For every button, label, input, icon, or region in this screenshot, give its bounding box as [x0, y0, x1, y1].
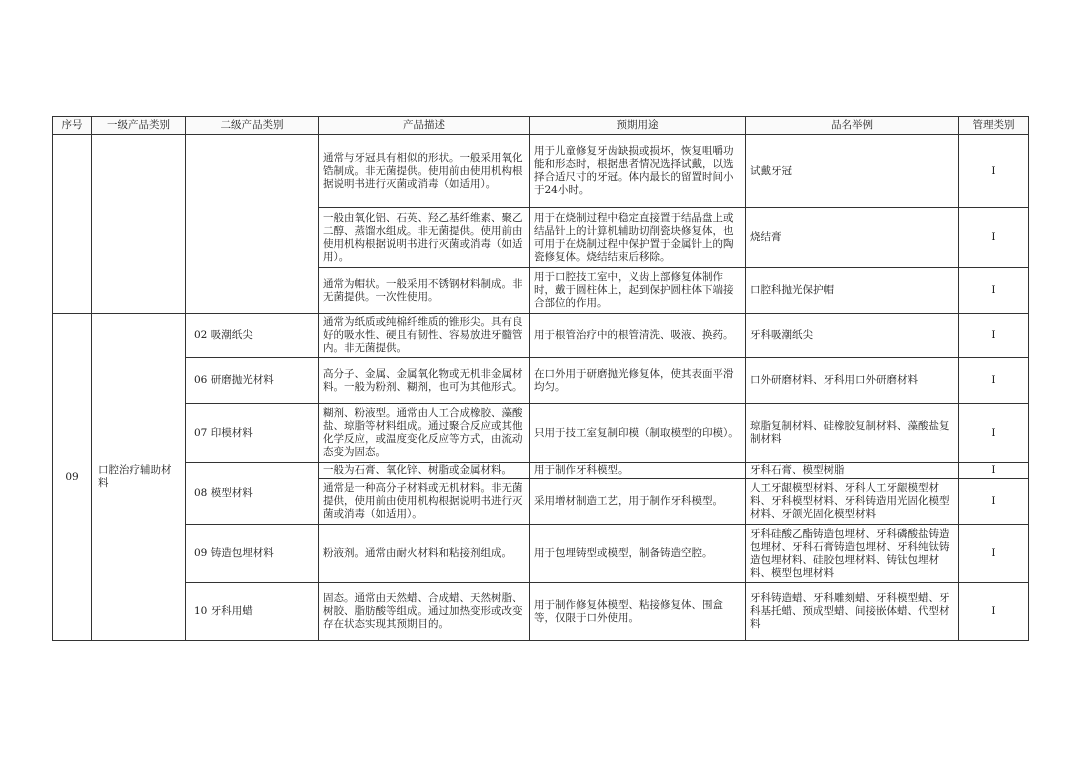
description-cell: 一般由氧化铝、石英、羟乙基纤维素、聚乙二醇、蒸馏水组成。非无菌提供。使用前由使用机构根据说明书进行灭菌或消毒（如适用）。: [319, 208, 530, 268]
table-row: [53, 463, 1029, 479]
examples-cell: 人工牙龈模型材料、牙科人工牙龈模型材料、牙科模型材料、牙科铸造用光固化模型材料、牙颌光固化模型材料: [746, 479, 959, 525]
examples-cell: 试戴牙冠: [746, 135, 959, 208]
examples-cell: 牙科硅酸乙酯铸造包埋材、牙科磷酸盐铸造包埋材、牙科石膏铸造包埋材、牙科纯钛铸造包埋材料、硅胶包埋材料、铸钛包埋材料、模型包埋材料: [746, 525, 959, 583]
table-row: [53, 358, 1029, 404]
header-intended-use: 预期用途: [530, 117, 746, 135]
table-row: [53, 583, 1029, 641]
description-cell: 通常与牙冠具有相似的形状。一般采用氧化锆制成。非无菌提供。使用前由使用机构根据说明书进行灭菌或消毒（如适用）。: [319, 135, 530, 208]
description-cell: 通常为纸质或纯棉纤维质的锥形尖。具有良好的吸水性、硬且有韧性、容易放进牙髓管内。非无菌提供。: [319, 314, 530, 358]
level2-category-cell: 02 吸潮纸尖: [186, 314, 319, 358]
class-cell: I: [959, 583, 1029, 641]
header-product-examples: 品名举例: [746, 117, 959, 135]
class-cell: I: [959, 314, 1029, 358]
examples-cell: 牙科铸造蜡、牙科雕刻蜡、牙科模型蜡、牙科基托蜡、预成型蜡、间接嵌体蜡、代型材料: [746, 583, 959, 641]
intended-use-cell: 用于在烧制过程中稳定直接置于结晶盘上或结晶针上的计算机辅助切削瓷块修复体，也可用于在烧制过程中保护置于金属针上的陶瓷修复体。烧结结束后移除。: [530, 208, 746, 268]
description-cell: 粉液剂。通常由耐火材料和粘接剂组成。: [319, 525, 530, 583]
level2-category-cell: 09 铸造包埋材料: [186, 525, 319, 583]
examples-cell: 口外研磨材料、牙科用口外研磨材料: [746, 358, 959, 404]
level1-category-cell: 口腔治疗辅助材料: [92, 314, 186, 641]
intended-use-cell: 用于儿童修复牙齿缺损或损坏，恢复咀嚼功能和形态时，根据患者情况选择试戴，以选择合适尺寸的牙冠。体内最长的留置时间小于24小时。: [530, 135, 746, 208]
intended-use-cell: 用于根管治疗中的根管清洗、吸液、换药。: [530, 314, 746, 358]
level2-category-cell: 06 研磨抛光材料: [186, 358, 319, 404]
description-cell: 通常是一种高分子材料或无机材料。非无菌提供，使用前由使用机构根据说明书进行灭菌或消毒（如适用）。: [319, 479, 530, 525]
header-product-description: 产品描述: [319, 117, 530, 135]
table-row: [53, 404, 1029, 463]
table-row: [53, 314, 1029, 358]
description-cell: 糊剂、粉液型。通常由人工合成橡胶、藻酸盐、琼脂等材料组成。通过聚合反应或其他化学反应，或温度变化反应等方式，由流动态变为固态。: [319, 404, 530, 463]
class-cell: I: [959, 268, 1029, 314]
examples-cell: 烧结膏: [746, 208, 959, 268]
examples-cell: 牙科石膏、模型树脂: [746, 463, 959, 479]
level1-cell-empty: [92, 135, 186, 314]
level2-category-cell: 07 印模材料: [186, 404, 319, 463]
class-cell: I: [959, 208, 1029, 268]
class-cell: I: [959, 358, 1029, 404]
header-seq: 序号: [53, 117, 92, 135]
intended-use-cell: 采用增材制造工艺，用于制作牙科模型。: [530, 479, 746, 525]
intended-use-cell: 用于制作修复体模型、粘接修复体、围盒等，仅限于口外使用。: [530, 583, 746, 641]
seq-cell-empty: [53, 135, 92, 314]
description-cell: 通常为帽状。一般采用不锈钢材料制成。非无菌提供。一次性使用。: [319, 268, 530, 314]
class-cell: I: [959, 479, 1029, 525]
seq-cell: 09: [53, 314, 92, 641]
intended-use-cell: 只用于技工室复制印模（制取模型的印模）。: [530, 404, 746, 463]
classification-table-container: [52, 116, 1028, 641]
header-management-class: 管理类别: [959, 117, 1029, 135]
description-cell: 一般为石膏、氧化锌、树脂或金属材料。: [319, 463, 530, 479]
header-level2-category: 二级产品类别: [186, 117, 319, 135]
intended-use-cell: 用于包埋铸型或模型，制备铸造空腔。: [530, 525, 746, 583]
table-row: [53, 525, 1029, 583]
intended-use-cell: 用于口腔技工室中，义齿上部修复体制作时，戴于圆柱体上，起到保护圆柱体下端接合部位的作用。: [530, 268, 746, 314]
header-level1-category: 一级产品类别: [92, 117, 186, 135]
class-cell: I: [959, 463, 1029, 479]
intended-use-cell: 在口外用于研磨抛光修复体，使其表面平滑均匀。: [530, 358, 746, 404]
intended-use-cell: 用于制作牙科模型。: [530, 463, 746, 479]
examples-cell: 琼脂复制材料、硅橡胶复制材料、藻酸盐复制材料: [746, 404, 959, 463]
classification-table: [52, 116, 1029, 641]
table-header-row: [53, 117, 1029, 135]
class-cell: I: [959, 404, 1029, 463]
examples-cell: 牙科吸潮纸尖: [746, 314, 959, 358]
examples-cell: 口腔科抛光保护帽: [746, 268, 959, 314]
table-row: [53, 135, 1029, 208]
level2-category-cell: 08 模型材料: [186, 463, 319, 525]
description-cell: 固态。通常由天然蜡、合成蜡、天然树脂、树胶、脂肪酸等组成。通过加热变形或改变存在状态实现其预期目的。: [319, 583, 530, 641]
class-cell: I: [959, 135, 1029, 208]
level2-category-cell: 10 牙科用蜡: [186, 583, 319, 641]
level2-cell-empty: [186, 135, 319, 314]
class-cell: I: [959, 525, 1029, 583]
description-cell: 高分子、金属、金属氧化物或无机非金属材料。一般为粉剂、糊剂，也可为其他形式。: [319, 358, 530, 404]
